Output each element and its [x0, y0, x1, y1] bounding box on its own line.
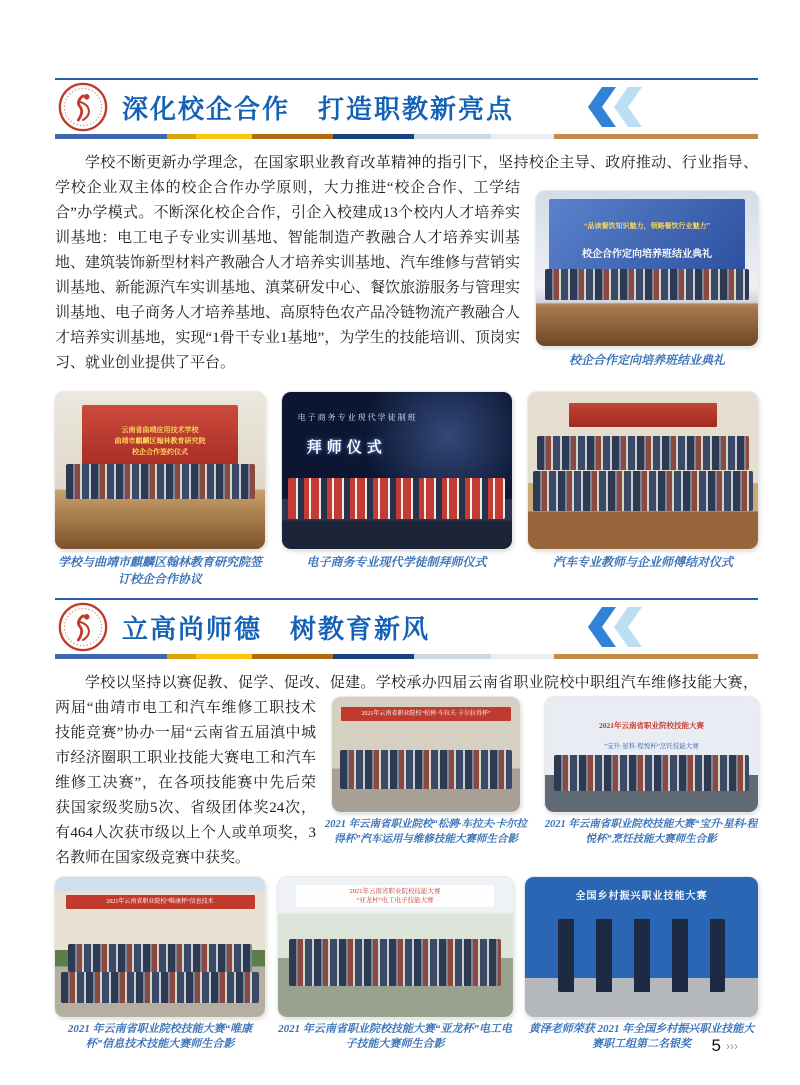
auto-repair-contest-photo — [332, 697, 520, 812]
divider-segment — [167, 654, 195, 659]
photo-caption: 2021 年云南省职业院校“松骋·车拉夫·卡尔拉得杯”汽车运用与维修技能大赛师生合影 — [324, 819, 528, 845]
section-1-photo-row — [55, 392, 758, 588]
page-number: 5 — [711, 1036, 721, 1055]
pager-arrows-icon: ››› — [726, 1039, 738, 1053]
photo-figure — [545, 697, 758, 847]
feature-photo-figure — [536, 191, 758, 369]
banner-text: 曲靖市麒麟区翰林教育研究院 — [114, 436, 206, 445]
pairing-ceremony-photo — [528, 392, 758, 549]
photo-figure — [282, 392, 512, 588]
crowd — [289, 939, 501, 987]
section-1-header-row — [55, 80, 758, 133]
divider-segment — [491, 654, 554, 659]
photo-caption: 校企合作定向培养班结业典礼 — [568, 353, 725, 367]
conference-table — [536, 306, 758, 346]
divider-segment — [252, 654, 333, 659]
school-emblem-icon — [58, 602, 108, 652]
divider-segment — [196, 654, 252, 659]
crowd — [288, 478, 504, 519]
section-1-title: 深化校企合作 打造职教新亮点 — [122, 93, 515, 124]
divider-bar — [55, 654, 758, 659]
school-emblem-icon — [58, 82, 108, 132]
photo-figure — [278, 877, 513, 1052]
banner-text: 2021年云南省职业院校“唯康杯”信息技术 — [66, 895, 255, 909]
section-2 — [55, 598, 758, 1052]
section-2-photo-row — [55, 877, 758, 1052]
divider-segment — [333, 654, 414, 659]
section-2-title: 立高尚师德 树教育新风 — [122, 613, 431, 644]
divider-segment — [414, 134, 491, 139]
photo-caption: 汽车专业教师与企业师傅结对仪式 — [552, 555, 733, 569]
banner-text: “宝升·星科·程悦杯”烹饪技能大赛 — [604, 742, 699, 750]
crowd — [68, 944, 253, 972]
crowd — [340, 750, 513, 789]
divider-segment — [167, 134, 195, 139]
divider-segment — [554, 654, 758, 659]
divider-bar — [55, 134, 758, 139]
cooking-contest-photo — [545, 697, 758, 812]
section-2-body — [55, 671, 758, 871]
banner-text: “品读餐饮知识魅力，领略餐饮行业魅力” — [583, 222, 710, 231]
photo-caption: 黄泽老师荣获 2021 年全国乡村振兴职业技能大赛职工组第二名银奖 — [528, 1023, 755, 1050]
divider-segment — [55, 134, 167, 139]
banner-text-line: 2021年云南省职业院校技能大赛 — [349, 888, 441, 896]
electrician-contest-photo — [278, 877, 513, 1017]
banner-text: 全国乡村振兴职业技能大赛 — [575, 890, 708, 902]
banner-text: 电子商务专业现代学徒制班 — [297, 413, 418, 423]
signing-ceremony-photo — [55, 392, 265, 549]
crowd — [533, 471, 754, 512]
apprenticeship-ceremony-photo — [282, 392, 512, 549]
section-2-header — [55, 598, 758, 659]
section-2-header-row — [55, 600, 758, 653]
page-footer — [712, 1036, 738, 1056]
divider-segment — [414, 654, 491, 659]
crowd — [554, 755, 750, 792]
photo-caption: 2021 年云南省职业院校技能大赛“宝升·星科·程悦杯”烹饪技能大赛师生合影 — [544, 819, 758, 845]
section-1-body — [55, 151, 758, 376]
photo-figure — [324, 697, 528, 847]
divider-segment — [252, 134, 333, 139]
divider-segment — [196, 134, 252, 139]
photo-figure — [55, 392, 265, 588]
photo-caption: 2021 年云南省职业院校技能大赛“唯康杯”信息技术技能大赛师生合影 — [67, 1023, 253, 1050]
it-contest-photo — [55, 877, 265, 1017]
crowd — [545, 269, 749, 300]
photo-figure — [528, 392, 758, 588]
divider-segment — [554, 134, 758, 139]
banner-text: 拜师仪式 — [306, 439, 387, 456]
section-1 — [55, 78, 758, 588]
divider-segment — [55, 654, 167, 659]
banner-text: 校企合作签约仪式 — [131, 447, 188, 456]
page-content — [55, 78, 758, 1052]
stage-banner — [569, 403, 716, 427]
section-1-paragraph: 学校不断更新办学理念，在国家职业教育改革精神的指引下，坚持校企主导、政府推动、行业指导、学校企业双主体的校企合作办学原则，大力推进“校企合作、工学结合”办学模式。不断深化校企合作，引企入校建成13个校内人才培养实训基地：电工电子专业实训基地、智能制造产教融合人才培养实训基地、建筑装饰新型材料产教融合人才培养实训基地、汽车维修与营销实训基地、新能源汽车实训基地、滇菜研发中心、餐饮旅游服务与管理实训基地、电子商务人才培养基地、高原特色农产品冷链物流产教融合人才培养实训基地，实现“1骨干专业1基地”，为学生的技能培训、顶岗实习、就业创业提供了平台。 — [55, 155, 758, 371]
ceremony-photo — [536, 191, 758, 346]
crowd — [61, 972, 258, 1003]
banner-text: 校企合作定向培养班结业典礼 — [581, 249, 712, 261]
divider-segment — [333, 134, 414, 139]
photo-caption: 电子商务专业现代学徒制拜师仪式 — [306, 555, 487, 569]
crowd — [66, 464, 255, 499]
banner-text: 2021年云南省职业院校“松骋·车拉夫·卡尔拉得杯” — [341, 707, 510, 721]
banner-text — [296, 885, 493, 907]
banner-text: 2021年云南省职业院校技能大赛 — [599, 721, 704, 731]
photo-figure — [525, 877, 758, 1052]
section-1-header — [55, 78, 758, 139]
divider-segment — [491, 134, 554, 139]
banner-text: 云南省曲靖应用技术学校 — [121, 425, 199, 434]
banner-text-line: “亚龙杯”电工电子技能大赛 — [356, 897, 434, 905]
photo-caption: 学校与曲靖市麒麟区翰林教育研究院签订校企合作协议 — [57, 555, 262, 586]
crowd — [537, 436, 749, 471]
double-chevron-icon — [586, 87, 648, 127]
mid-photo-group — [324, 697, 758, 847]
section-2-paragraph: 学校以坚持以赛促教、促学、促改、促建。学校承办四届云南省职业院校中职组汽车维修技能大赛，两届“曲靖市电工和汽车维修工职技术技能竞赛”协办一届“云南省五届滇中城市经济圈职工职业技能大赛电工和汽车维修工决赛”，在各项技能赛中先后荣获国家级奖励5次、省级团体奖24次，有464人次获市级以上个人或单项奖，3名教师在国家级竞赛中获奖。 — [55, 675, 758, 866]
photo-figure — [55, 877, 265, 1052]
photo-caption: 2021 年云南省职业院校技能大赛“亚龙杯”电工电子技能大赛师生合影 — [278, 1023, 512, 1050]
crowd — [558, 919, 726, 992]
national-contest-award-photo — [525, 877, 758, 1017]
double-chevron-icon — [586, 607, 648, 647]
